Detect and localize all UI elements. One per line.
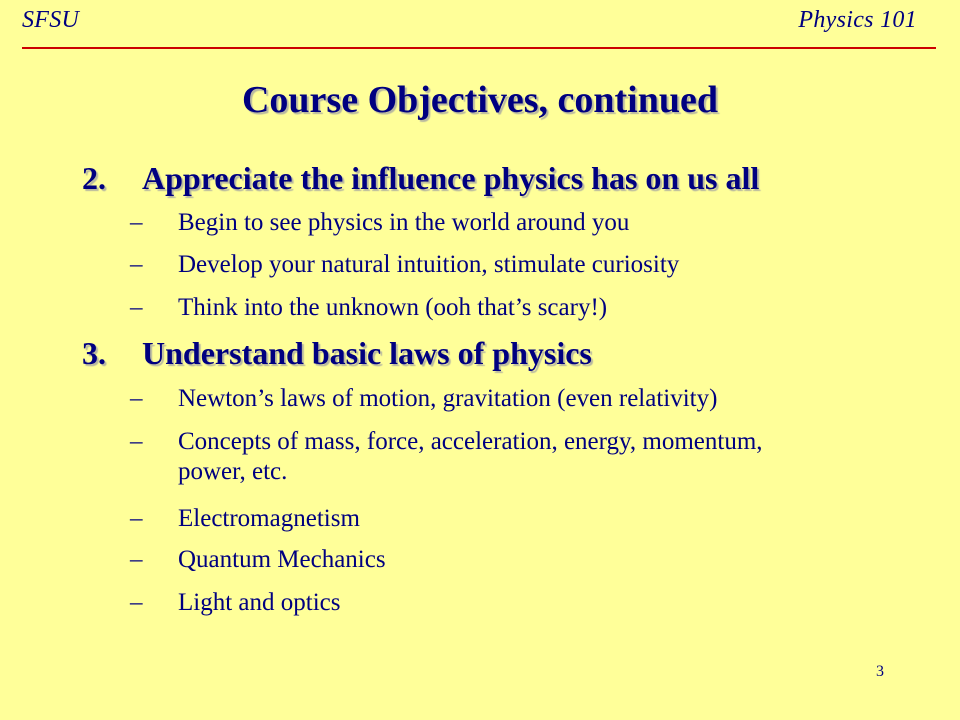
dash-marker: – <box>130 505 143 532</box>
page-number: 3 <box>876 663 884 680</box>
dash-marker: – <box>130 251 143 278</box>
bullet-text: Develop your natural intuition, stimulate curiosity <box>178 251 680 278</box>
dash-marker: – <box>130 209 143 236</box>
bullet-text: Electromagnetism <box>178 505 360 532</box>
bullet-text: Concepts of mass, force, acceleration, energy, momentum, power, etc. <box>178 428 763 485</box>
slide-title: Course Objectives, continued <box>241 79 719 121</box>
objective-text: Appreciate the influence physics has on us all <box>142 160 760 196</box>
dash-marker: – <box>130 294 143 321</box>
dash-marker: – <box>130 546 143 573</box>
list-item <box>130 293 898 323</box>
dash-marker: – <box>130 385 143 412</box>
list-item <box>130 588 898 618</box>
dash-marker: – <box>130 428 143 455</box>
objective-3-heading <box>82 335 592 372</box>
bullet-text: Newton’s laws of motion, gravitation (even relativity) <box>178 385 718 412</box>
list-item <box>130 384 898 414</box>
list-item <box>130 504 898 534</box>
objective-text: Understand basic laws of physics <box>142 335 592 371</box>
objective-2-heading <box>82 160 759 197</box>
header-course: Physics 101 <box>798 7 917 33</box>
header-divider <box>22 47 936 49</box>
bullet-text: Think into the unknown (ooh that’s scary!) <box>178 294 608 321</box>
list-item <box>130 208 898 238</box>
list-item <box>130 250 898 280</box>
bullet-text: Begin to see physics in the world around you <box>178 209 630 236</box>
objective-number: 3. <box>82 335 106 371</box>
list-item <box>130 545 898 575</box>
list-item <box>130 427 798 487</box>
dash-marker: – <box>130 589 143 616</box>
header-institution: SFSU <box>22 7 80 33</box>
bullet-text: Quantum Mechanics <box>178 546 386 573</box>
bullet-text: Light and optics <box>178 589 341 616</box>
objective-number: 2. <box>82 160 106 196</box>
